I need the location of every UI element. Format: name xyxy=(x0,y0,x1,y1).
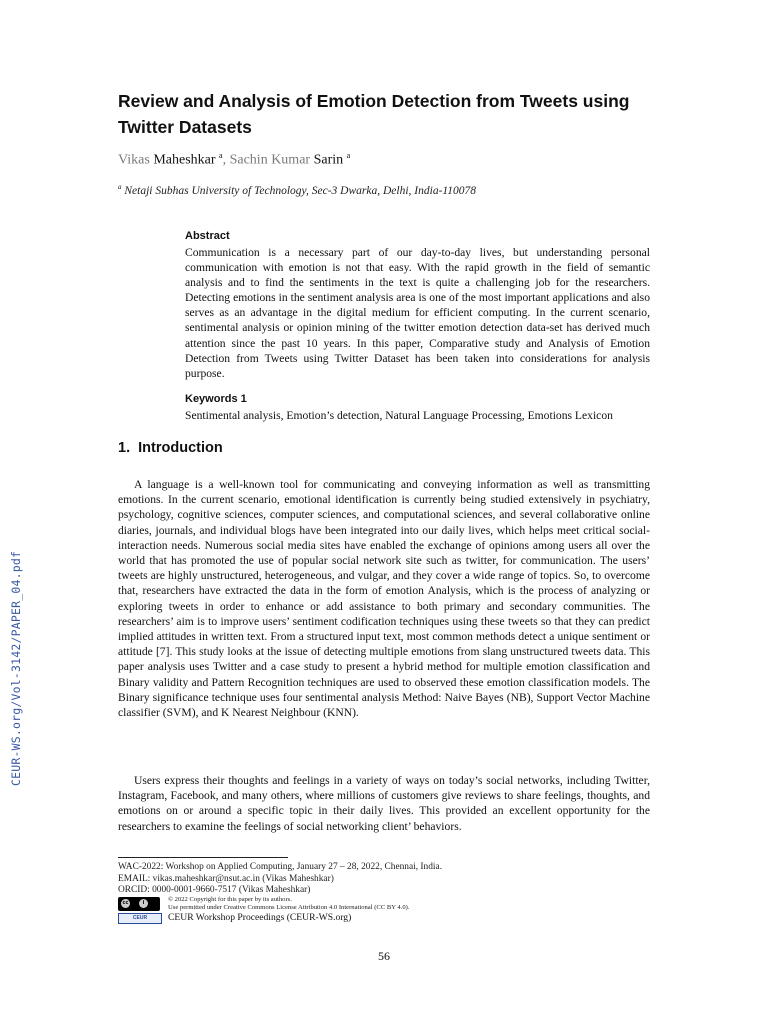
author-affiliation-mark: a xyxy=(219,151,223,160)
section-heading xyxy=(118,440,223,456)
footnote-email: EMAIL: vikas.maheshkar@nsut.ac.in (Vikas Maheshkar) xyxy=(118,873,334,884)
keywords-text: Sentimental analysis, Emotion’s detection, Natural Language Processing, Emotions Lexicon xyxy=(185,409,613,422)
footnote-workshop: WAC-2022: Workshop on Applied Computing, January 27 – 28, 2022, Chennai, India. xyxy=(118,862,443,872)
cc-circle-icon: cc xyxy=(122,900,129,906)
footnotes xyxy=(118,862,442,897)
abstract-heading: Abstract xyxy=(185,230,230,242)
footnote-rule xyxy=(118,857,288,858)
keywords-heading: Keywords 1 xyxy=(185,393,247,405)
license-text xyxy=(168,896,568,912)
page-number: 56 xyxy=(378,949,390,963)
body-paragraph: A language is a well-known tool for communicating and conveying information as well as transmitting emotions. In the current scenario, emotional identification is currently being studied extensively in psychiatry, psychology, cognitive sciences, computer sciences, and computational sciences, and several collaborative online diaries, journals, and individual blogs have been integrated into our daily lives, which helps meet critical social-interaction needs. Numerous social media sites have enabled the exchange of opinions among users all over the world that has promoted the use of popular social network site such as twitter, for communication. The users’ tweets are highly unstructured, heterogeneous, and vulgar, and they cover a wide range of topics. So, to overcome that, researchers have extracted the data in the form of emotion Analysis, which is the process of analyzing or exploring tweets in order to enhance or add assistance to both primary and secondary communities. The researchers’ aim is to improve users’ sentiment codification techniques using these tweets so that they can predict implied attitudes in written text. From a structured input text, most common methods detect a unique sentiment or attitude [7]. This study looks at the issue of detecting multiple emotions from slang unstructured tweets data. This paper analysis uses Twitter and a case study to present a hybrid method for multiple emotion classification and Binary validity and Pattern Recognition techniques are used to observed these emotion classification models. The Binary significance technique uses four sentimental analysis Method: Naive Bayes (NB), Support Vector Machine classifier (SVM), and K Nearest Neighbour (KNN). xyxy=(118,478,650,720)
copyright-line: © 2022 Copyright for this paper by its authors. xyxy=(168,896,292,903)
footnote-orcid: ORCID: 0000-0001-9660-7517 (Vikas Maheshkar) xyxy=(118,885,311,896)
section-title: Introduction xyxy=(138,440,223,456)
paper-title: Review and Analysis of Emotion Detection from Tweets using Twitter Datasets xyxy=(118,91,630,137)
affiliation xyxy=(118,183,476,197)
license-line: Use permitted under Creative Commons License Attribution 4.0 International (CC BY 4.0). xyxy=(168,904,410,911)
ceur-logo-icon: CEUR xyxy=(118,913,162,924)
author-affiliation-mark: a xyxy=(346,151,351,160)
creative-commons-icon xyxy=(118,897,160,911)
author-given-name: Vikas xyxy=(118,152,150,168)
author-list: Vikas Maheshkar $^a$, Sachin Kumar Sarin $^a$ xyxy=(118,151,351,168)
author-given-name: Sachin Kumar xyxy=(229,152,311,168)
section-number: 1. xyxy=(118,440,131,456)
proceedings-line: CEUR Workshop Proceedings (CEUR-WS.org) xyxy=(168,912,352,923)
side-url-watermark: CEUR-WS.org/Vol-3142/PAPER_04.pdf xyxy=(9,550,23,786)
author-surname: Maheshkar xyxy=(153,152,216,168)
attribution-icon: i xyxy=(139,899,148,908)
body-paragraph: Users express their thoughts and feelings in a variety of ways on today’s social networks, including Twitter, Instagram, Facebook, and many others, where millions of customers give reviews to share feelings, thoughts, and emotions on or around a specific topic in their daily lives. This provided an excellent opportunity for the researchers to examine the feelings of social networking client’ behaviors. xyxy=(118,774,650,833)
author-surname: Sarin xyxy=(313,152,344,168)
affiliation-mark: a xyxy=(118,183,122,191)
affiliation-text: Netaji Subhas University of Technology, Sec-3 Dwarka, Delhi, India-110078 xyxy=(124,184,477,197)
abstract-text: Communication is a necessary part of our day-to-day lives, but understanding personal communication with emotion is not that easy. With the rapid growth in the field of semantic analysis and to find the sentiments in the text is quite a challenging job for the researchers. Detecting emotions in the sentiment analysis area is one of the most important applications and also serves as an advantage in the digital medium for efficient computing. In the current scenario, sentimental analysis or opinion mining of the twitter emotion detection data-set has derived much attention since the past 10 years. In this paper, Comparative study and Analysis of Emotion Detection from Tweets using Twitter Dataset has been taken into considerations for analysis purpose. xyxy=(185,246,650,380)
